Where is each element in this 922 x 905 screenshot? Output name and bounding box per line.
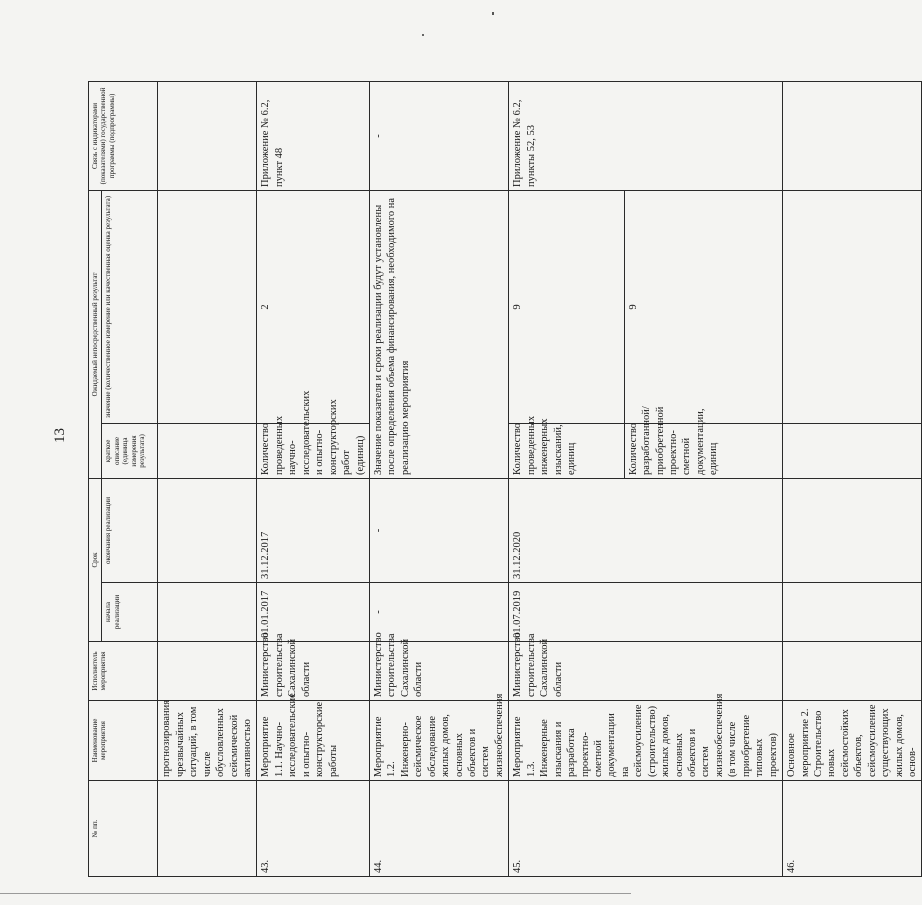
table-row — [509, 81, 624, 876]
row-value-cell — [783, 190, 922, 423]
row-link-cell — [783, 81, 922, 190]
header-term: Срок — [89, 478, 102, 641]
row-name-cell: Основное мероприятие 2. Строительство новых сейсмостойких объектов, сейсмоусиление существующих жилых домов, основ- — [783, 701, 922, 781]
table-row — [158, 81, 257, 876]
row-executor-cell: Министерство строительства Сахалинской области — [257, 642, 370, 701]
row-name-cell: Мероприятие 1.3. Инженерные изыскания и разработка проектно-сметной документации на сейсмоусиление (строительство) жилых домов, основных объектов и систем жизнеобеспечения (в том числе приобретение типовых проектов) — [509, 701, 783, 781]
row-value-cell: 9 — [509, 190, 624, 423]
row-desc-cell: Количество проведенных инженерных изысканий, единиц — [509, 423, 624, 478]
row-start-cell: 01.07.2019 — [509, 583, 783, 642]
row-end-cell: 31.12.2017 — [257, 478, 370, 582]
header-executor: Исполнитель мероприятия — [89, 642, 158, 701]
row-value-cell — [158, 190, 257, 423]
row-num-cell: 45. — [509, 781, 783, 877]
row-link-cell: - — [369, 81, 508, 190]
row-note-cell: Значение показателя и сроки реализации будут установлены после определения объема финансирования, необходимого на реализацию мероприятия — [369, 190, 508, 478]
row-num-cell — [158, 781, 257, 877]
row-start-cell — [783, 583, 922, 642]
row-desc-cell: Количество разработанной/ приобретенной проектно-сметной документации, единиц — [624, 423, 782, 478]
row-start-cell: - — [369, 583, 508, 642]
row-value-cell: 2 — [257, 190, 370, 423]
scan-edge-line — [0, 893, 631, 894]
rotated-table-wrapper — [88, 82, 919, 877]
row-name-cell: Мероприятие 1.1. Научно-исследовательские и опытно-конструкторские работы — [257, 701, 370, 781]
header-link: Связь с индикаторами (показателями) государственной программы (подпрограммы) — [89, 81, 158, 190]
row-num-cell: 46. — [783, 781, 922, 877]
row-executor-cell — [158, 642, 257, 701]
row-link-cell — [158, 81, 257, 190]
row-name-cell: прогнозирования чрезвычайных ситуаций, в том числе обусловленных сейсмической активностью — [158, 701, 257, 781]
row-executor-cell: Министерство строительства Сахалинской области — [369, 642, 508, 701]
row-end-cell: - — [369, 478, 508, 582]
header-name: Наименование мероприятия — [89, 701, 158, 781]
row-desc-cell — [783, 423, 922, 478]
table-row — [783, 81, 922, 876]
table-row — [257, 81, 370, 876]
row-desc-cell — [158, 423, 257, 478]
header-term-start: начала реализации — [102, 583, 158, 642]
row-end-cell — [158, 478, 257, 582]
header-num: № пп. — [89, 781, 158, 877]
row-executor-cell — [783, 642, 922, 701]
row-num-cell: 43. — [257, 781, 370, 877]
header-row-1 — [89, 81, 102, 876]
row-name-cell: Мероприятие 1.2. Инженерно-сейсмическое обследование жилых домов, основных объектов и систем жизнеобеспечения — [369, 701, 508, 781]
header-result-value: значение (количественное измерение или качественная оценка результата) — [102, 190, 158, 423]
measures-table — [88, 81, 922, 877]
header-term-end: окончания реализации — [102, 478, 158, 582]
header-result-desc: краткое описание (единица измерения результата) — [102, 423, 158, 478]
row-start-cell: 01.01.2017 — [257, 583, 370, 642]
row-link-cell: Приложение № 6.2, пункт 48 — [257, 81, 370, 190]
page-number: 13 — [52, 428, 68, 443]
row-link-cell: Приложение № 6.2, пункты 52, 53 — [509, 81, 783, 190]
scan-speck — [492, 12, 494, 15]
row-desc-cell: Количество проведенных научно-исследовательских и опытно-конструкторских работ (единиц) — [257, 423, 370, 478]
row-start-cell — [158, 583, 257, 642]
scan-speck — [422, 34, 424, 36]
row-value-cell: 9 — [624, 190, 782, 423]
row-end-cell — [783, 478, 922, 582]
header-result: Ожидаемый непосредственный результат — [89, 190, 102, 478]
row-executor-cell: Министерство строительства Сахалинской области — [509, 642, 783, 701]
table-row — [369, 81, 508, 876]
row-end-cell: 31.12.2020 — [509, 478, 783, 582]
row-num-cell: 44. — [369, 781, 508, 877]
